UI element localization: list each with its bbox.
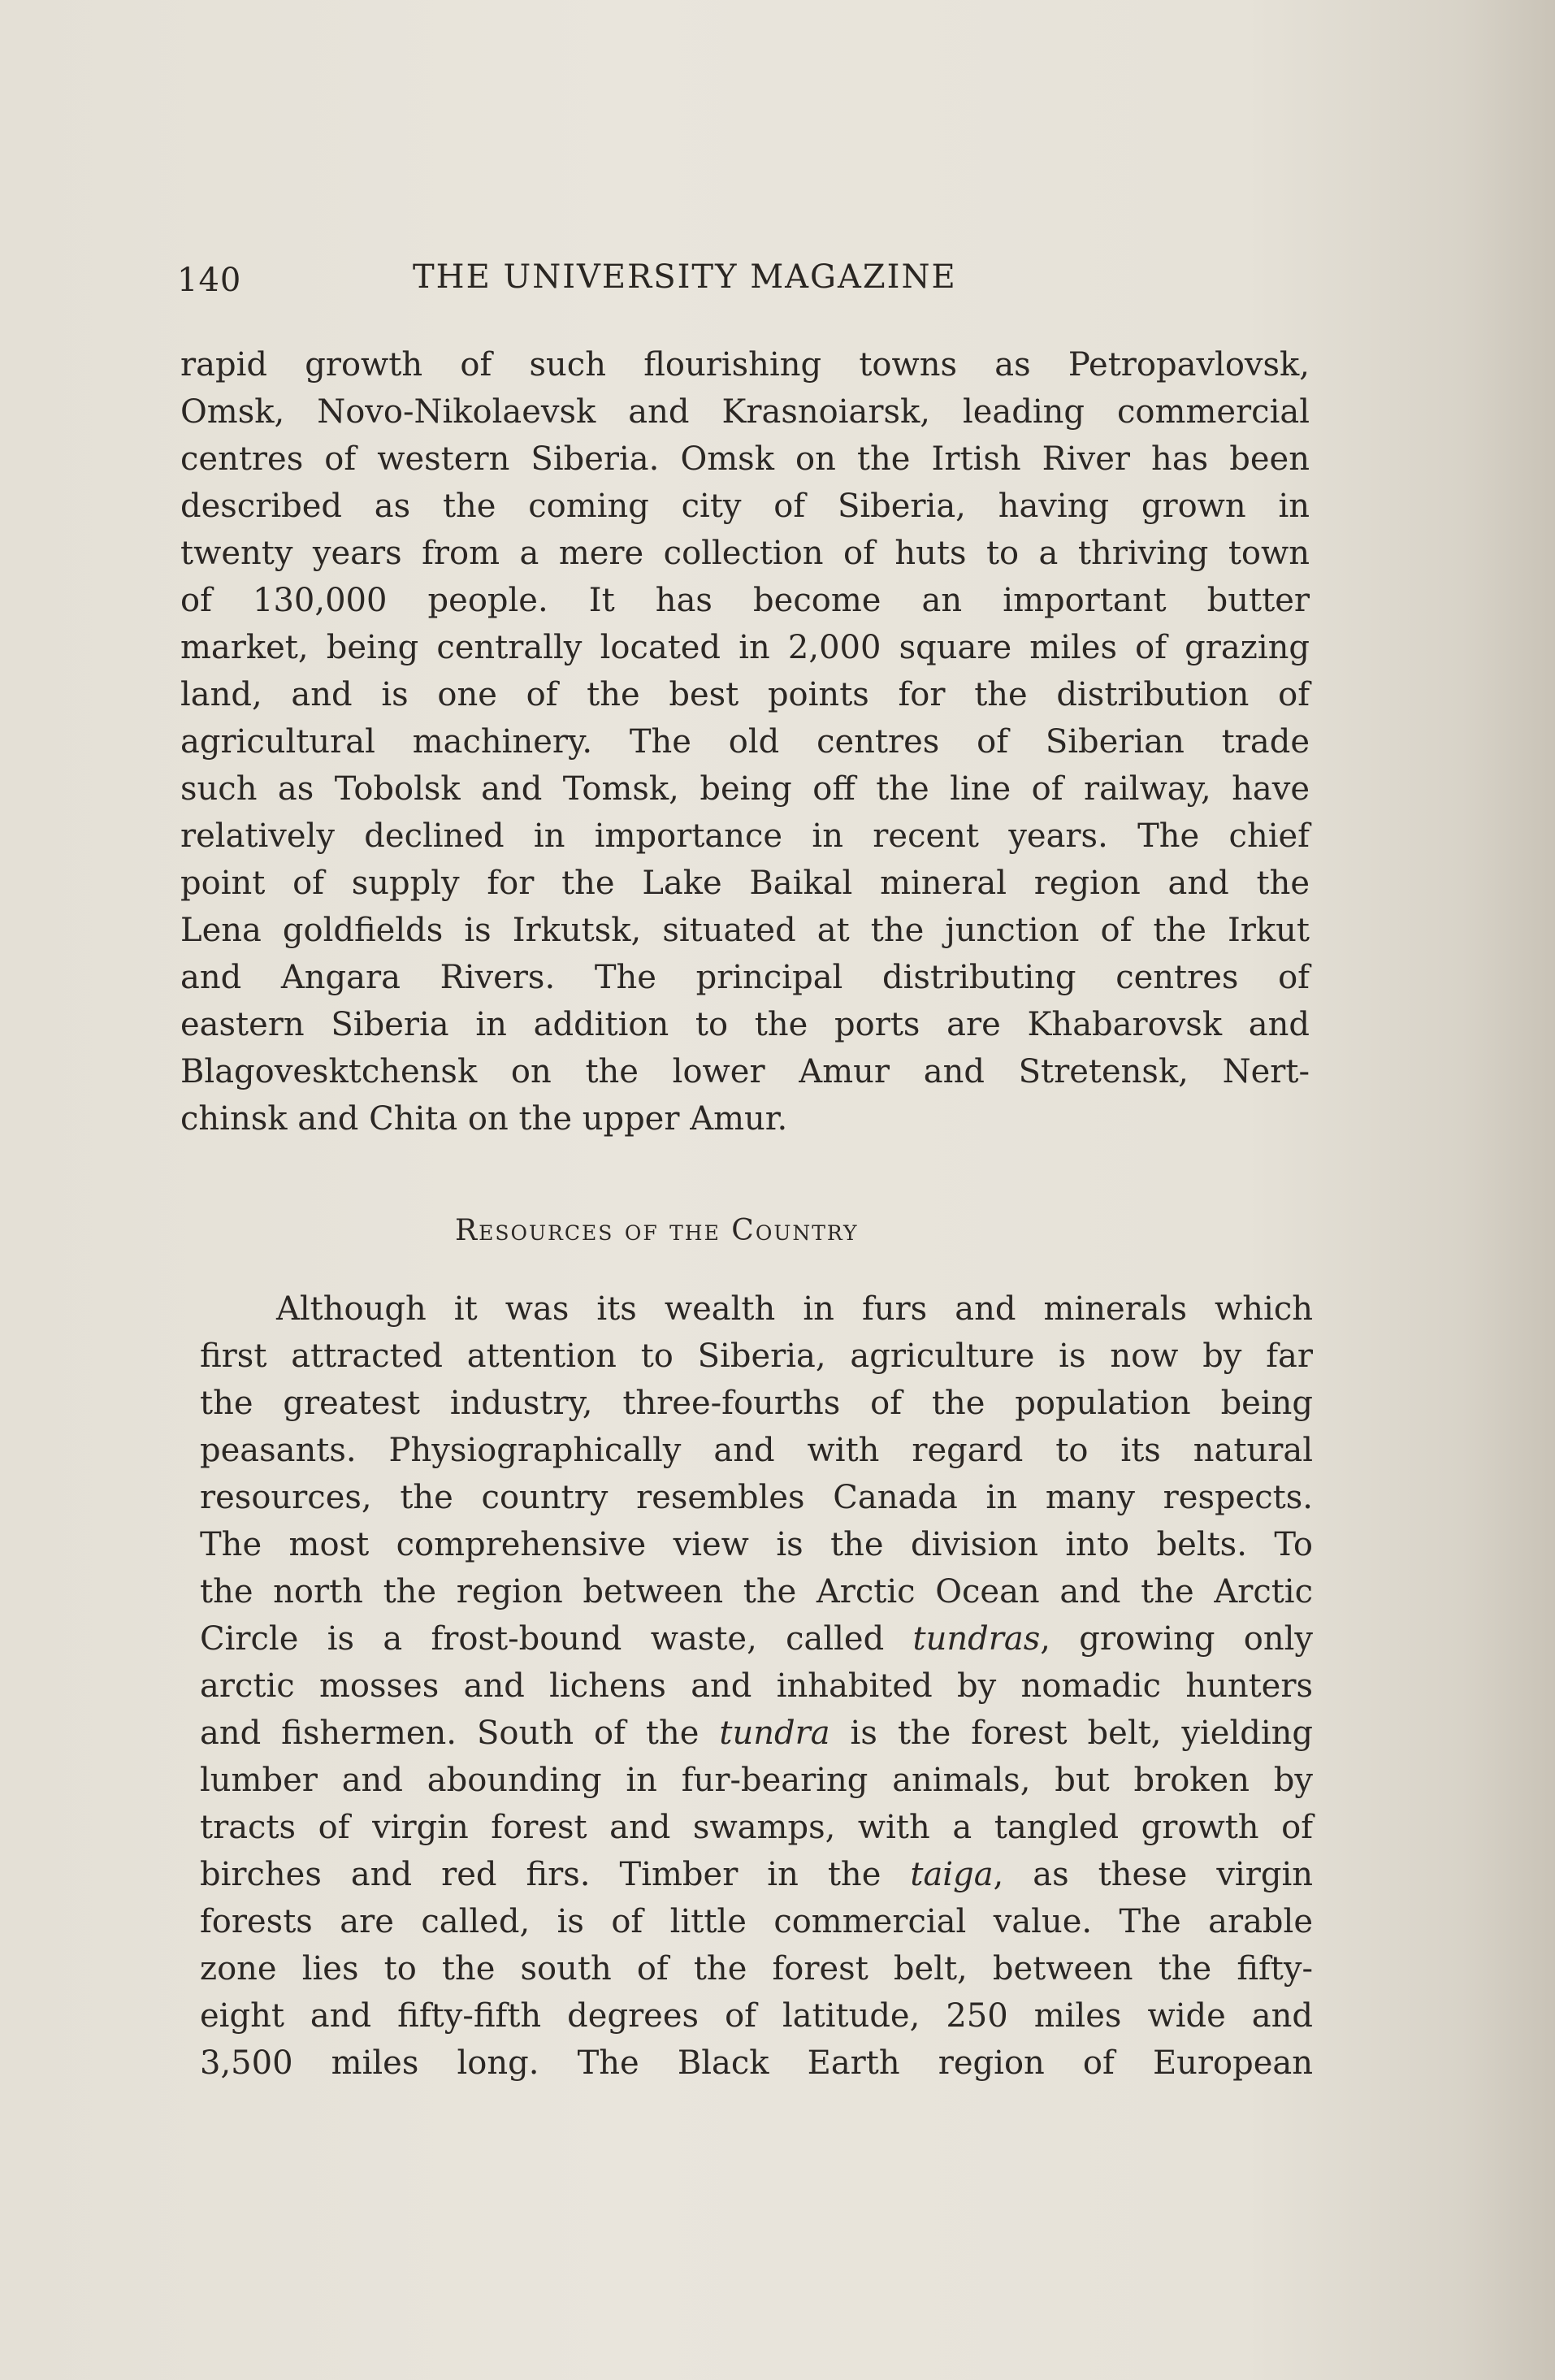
- running-head: [177, 258, 1323, 307]
- text-line: first attracted attention to Siberia, agriculture is now by far: [200, 1337, 1313, 1375]
- paragraph-resources: [200, 1285, 1313, 2087]
- text-line: chinsk and Chita on the upper Amur.: [180, 1100, 788, 1138]
- text-line: agricultural machinery. The old centres of Siberian trade: [180, 723, 1310, 761]
- text-line: [200, 1851, 1313, 1898]
- text-line: centres of western Siberia. Omsk on the Irtish River has been: [180, 440, 1310, 478]
- text-line: market, being centrally located in 2,000 square miles of grazing: [180, 629, 1310, 666]
- text-run: , growing only: [1040, 1620, 1313, 1658]
- text-line: described as the coming city of Siberia, having grown in: [180, 488, 1310, 525]
- text-line: tracts of virgin forest and swamps, with a tangled growth of: [200, 1809, 1313, 1846]
- text-line: resources, the country resembles Canada in many respects.: [200, 1479, 1313, 1516]
- italic-term: tundra: [719, 1715, 830, 1752]
- text-line: zone lies to the south of the forest belt, between the fifty-: [200, 1950, 1313, 1988]
- text-run: birches and red firs. Timber in the: [200, 1856, 911, 1893]
- text-line: the north the region between the Arctic Ocean and the Arctic: [200, 1573, 1313, 1611]
- text-line: Omsk, Novo-Nikolaevsk and Krasnoiarsk, leading commercial: [180, 393, 1310, 431]
- text-line: lumber and abounding in fur-bearing animals, but broken by: [200, 1762, 1313, 1799]
- text-line: such as Tobolsk and Tomsk, being off the line of railway, have: [180, 770, 1310, 808]
- text-line: Although it was its wealth in furs and minerals which: [276, 1290, 1313, 1328]
- text-line: the greatest industry, three-fourths of the population being: [200, 1385, 1313, 1422]
- journal-title: THE UNIVERSITY MAGAZINE: [413, 258, 957, 296]
- paragraph-towns: [180, 341, 1310, 1142]
- page-number: 140: [177, 262, 242, 299]
- text-line: [200, 1710, 1313, 1757]
- text-line: The most comprehensive view is the division into belts. To: [200, 1526, 1313, 1563]
- text-line: Lena goldfields is Irkutsk, situated at the junction of the Irkut: [180, 912, 1310, 949]
- text-line: peasants. Physiographically and with regard to its natural: [200, 1432, 1313, 1469]
- text-line: and Angara Rivers. The principal distributing centres of: [180, 959, 1310, 996]
- text-line: eastern Siberia in addition to the ports are Khabarovsk and: [180, 1006, 1310, 1043]
- text-run: , as these virgin: [993, 1856, 1313, 1893]
- text-line: rapid growth of such flourishing towns as Petropavlovsk,: [180, 346, 1310, 384]
- italic-term: tundras: [912, 1620, 1041, 1658]
- text-line: Blagovesktchensk on the lower Amur and Stretensk, Nert-: [180, 1053, 1310, 1090]
- italic-term: taiga: [910, 1856, 994, 1893]
- text-line: eight and fifty-fifth degrees of latitude, 250 miles wide and: [200, 1997, 1313, 2035]
- text-line: point of supply for the Lake Baikal mineral region and the: [180, 865, 1310, 902]
- text-line: arctic mosses and lichens and inhabited by nomadic hunters: [200, 1667, 1313, 1705]
- text-line: forests are called, is of little commercial value. The arable: [200, 1903, 1313, 1940]
- text-line: relatively declined in importance in recent years. The chief: [180, 817, 1310, 855]
- section-heading: Resources of the Country: [455, 1214, 859, 1247]
- text-line: of 130,000 people. It has become an important butter: [180, 582, 1310, 619]
- text-run: and fishermen. South of the: [200, 1715, 720, 1752]
- text-line: 3,500 miles long. The Black Earth region of European: [200, 2044, 1313, 2082]
- text-run: Circle is a frost-bound waste, called: [200, 1620, 913, 1658]
- text-line: [200, 1615, 1313, 1663]
- text-line: land, and is one of the best points for the distribution of: [180, 676, 1310, 713]
- text-line: twenty years from a mere collection of huts to a thriving town: [180, 535, 1310, 572]
- text-run: is the forest belt, yielding: [829, 1715, 1313, 1752]
